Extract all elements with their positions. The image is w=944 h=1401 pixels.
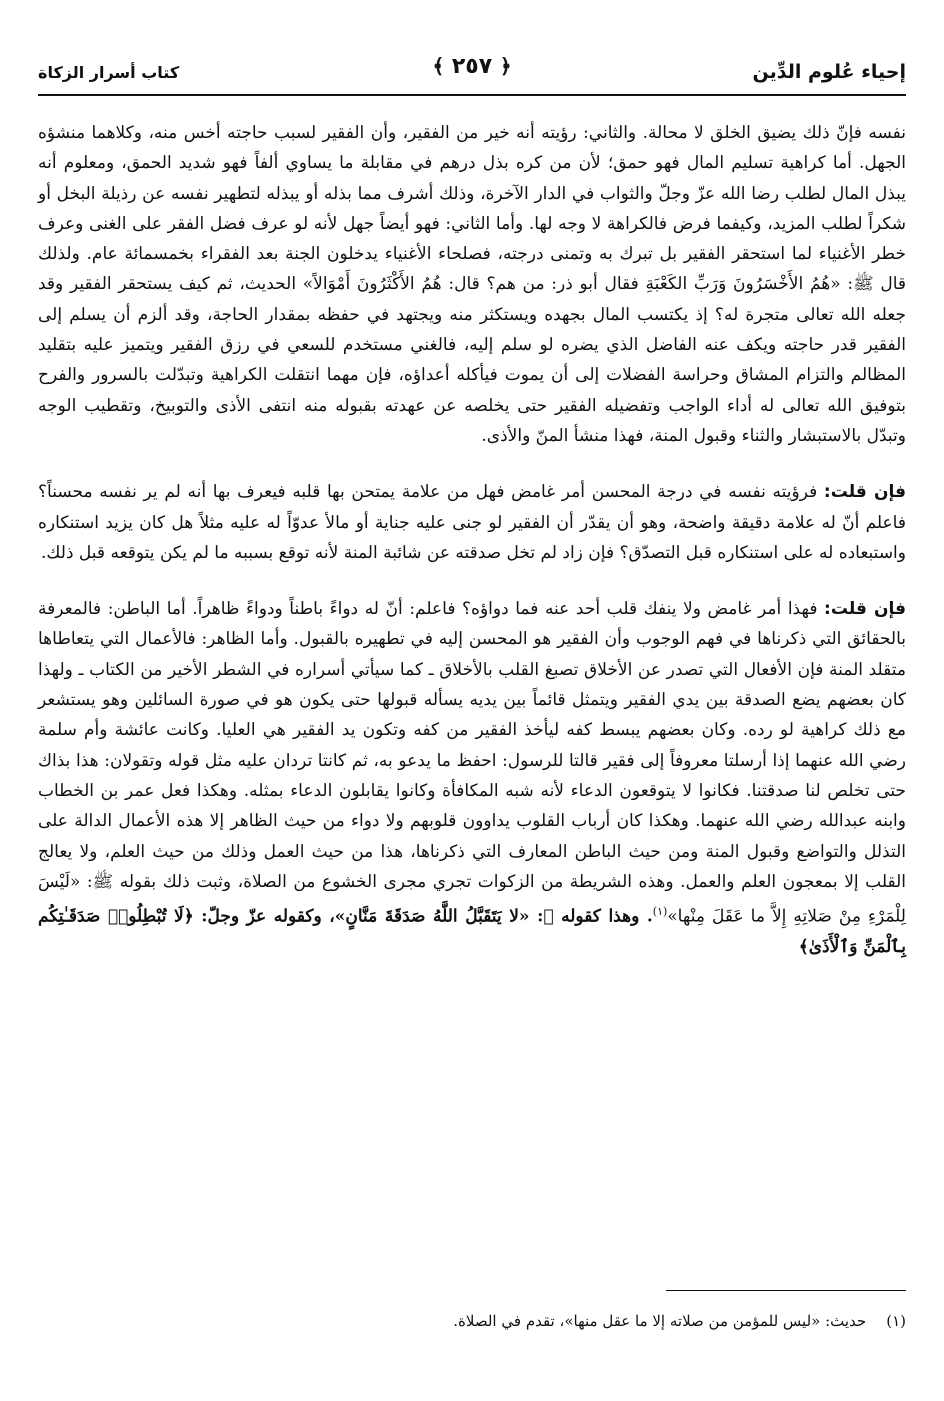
ornament-bracket-icon: ﴾: [432, 54, 445, 78]
paragraph-2-text: فرؤيته نفسه في درجة المحسن أمر غامض فهل من علامة يمتحن بها قلبه فيعرف بها أنه لم ير نفسه محسناً؟ فاعلم أنّ له علامة دقيقة واضحة، وهو أن يقدّر أن الفقير لو جنى عليه جناية أو مالأ عدوّاً له عليه مثلاً هل كان يزيد استنكاره واستبعاده له على استنكاره قبل التصدّق؟ فإن زاد لم تخل صدقته عن شائبة المنة لأنه توقع بسببه ما لم يكن يتوقعه قبل ذلك.: [38, 482, 906, 563]
paragraph-3: [38, 594, 906, 962]
footnote-number: (١): [886, 1312, 906, 1330]
paragraph-3-lead: فإن قلت:: [824, 599, 907, 620]
page-number-value: ٢٥٧: [451, 54, 493, 79]
footnote: [38, 1310, 906, 1332]
footnote-text: حديث: «ليس للمؤمن من صلاته إلا ما عقل منها»، تقدم في الصلاة.: [453, 1312, 867, 1330]
footnote-divider: [666, 1290, 906, 1291]
page-header: [38, 50, 906, 96]
ornament-bracket-icon: ﴿: [499, 54, 512, 78]
paragraph-3-tail: . وهذا كقوله ﷺ: «لا يَتَقَبَّلُ اللَّهُ صَدَقَةَ مَنَّانٍ»، وكقوله عزّ وجلّ: ﴿لَا تُبْطِلُوا۟ صَدَقَـٰتِكُم بِٱلْمَنِّ وَٱلْأَذَىٰ﴾: [38, 906, 906, 958]
paragraph-3-text: فهذا أمر غامض ولا ينفك قلب أحد عنه فما دواؤه؟ فاعلم: أنّ له دواءً باطناً ودواءً ظاهراً. أما الباطن: فالمعرفة بالحقائق التي ذكرناها في فهم الوجوب وأن الفقير هو المحسن إليه في تطهيره بالقبول. وأما الظاهر: فالأعمال التي يتعاطاها متقلد المنة فإن الأفعال التي تصدر عن الأخلاق تصبغ القلب بالأخلاق ـ كما سيأتي أسراره في الشطر الأخير من الكتاب ـ ولهذا كان بعضهم يضع الصدقة بين يدي الفقير ويتمثل قائماً بين يديه يسأله قبولها حتى يكون هو في صورة السائلين وهو يستشعر مع ذلك كراهية لو رده. وكان بعضهم يبسط كفه ليأخذ الفقير من كفه وتكون يد الفقير هي العليا. وكانت عائشة وأم سلمة رضي الله عنهما إذا أرسلتا معروفاً إلى فقير قالتا للرسول: احفظ ما يدعو به، ثم كانتا تردان عليه مثل قوله وتقولان: هذا بذاك حتى تخلص لنا صدقتنا. فكانوا لا يتوقعون الدعاء لأنه شبه المكافأة وكانوا يقابلون الدعاء بمثله. وهكذا فعل عمر بن الخطاب وابنه عبدالله رضي الله عنهما. وهكذا كان أرباب القلوب يداوون قلوبهم ولا دواء من حيث الظاهر إلا هذه الأعمال الدالة على التذلل والتواضع وقبول المنة ومن حيث الباطن المعارف التي ذكرناها، هذا من حيث العمل وذلك من حيث العلم، ولا يعالج القلب إلا بمعجون العلم والعمل. وهذه الشريطة من الزكوات تجري مجرى الخشوع من الصلاة، وثبت ذلك بقوله ﷺ: «لَيْسَ لِلْمَرْءِ مِنْ صَلاتِهِ إِلاَّ ما عَقَلَ مِنْها»: [38, 599, 906, 927]
paragraph-1: [38, 118, 906, 451]
page-number: [432, 54, 511, 79]
paragraph-2: [38, 477, 906, 568]
running-title: إحياء عُلوم الدِّين: [752, 61, 906, 83]
paragraph-1-text: نفسه فإنّ ذلك يضيق الخلق لا محالة. والثاني: رؤيته أنه خير من الفقير، وأن الفقير لسبب حاجته أخس منه، وكلاهما منشؤه الجهل. أما كراهية تسليم المال فهو حمق؛ لأن من كره بذل درهم في مقابلة ما يساوي ألفاً فهو شديد الحمق، ومعلوم أنه يبذل المال لطلب رضا الله عزّ وجلّ والثواب في الدار الآخرة، وذلك أشرف مما بذله أو يبذله لتطهير نفسه عن رذيلة البخل أو شكراً لطلب المزيد، وكيفما فرض فالكراهة لا وجه لها. وأما الثاني: فهو أيضاً جهل لأنه لو عرف فضل الفقر على الغنى وعرف خطر الأغنياء لما استحقر الفقير بل تبرك به وتمنى درجته، فصلحاء الأغنياء يدخلون الجنة بعد الفقراء بخمسمائة عام. ولذلك قال ﷺ: «هُمُ الأَخْسَرُونَ وَرَبِّ الكَعْبَةِ فقال أبو ذر: من هم؟ قال: هُمُ الأَكْثَرُونَ أَمْوَالاً» الحديث، ثم كيف يستحقر الفقير وقد جعله الله تعالى متجرة له؟ إذ يكتسب المال بجهده ويستكثر منه ويجتهد في حفظه بمقدار الحاجة، وقد ألزم أن يسلم إلى الفقير قدر حاجته ويكف عنه الفاضل الذي يضره لو سلم إليه، فالغني مستخدم للسعي في رزق الفقير ويتميز عليه بتقليد المظالم والتزام المشاق وحراسة الفضلات إلى أن يموت فيأكله أعداؤه، فإن مهما انتقلت الكراهية وتبدّلت بالسرور والفرح بتوفيق الله تعالى له أداء الواجب وتفضيله الفقير حتى يخلصه عن عهدته بقبوله منه انتفى الأذى والتوبيخ، وتقطيب الوجه وتبدّل بالاستبشار والثناء وقبول المنة، فهذا منشأ المنّ والأذى.: [38, 123, 906, 446]
main-text: [38, 118, 906, 962]
footnote-marker[interactable]: (١): [652, 905, 668, 919]
paragraph-2-lead: فإن قلت:: [823, 482, 906, 503]
section-title: كتاب أسرار الزكاة: [38, 62, 180, 82]
